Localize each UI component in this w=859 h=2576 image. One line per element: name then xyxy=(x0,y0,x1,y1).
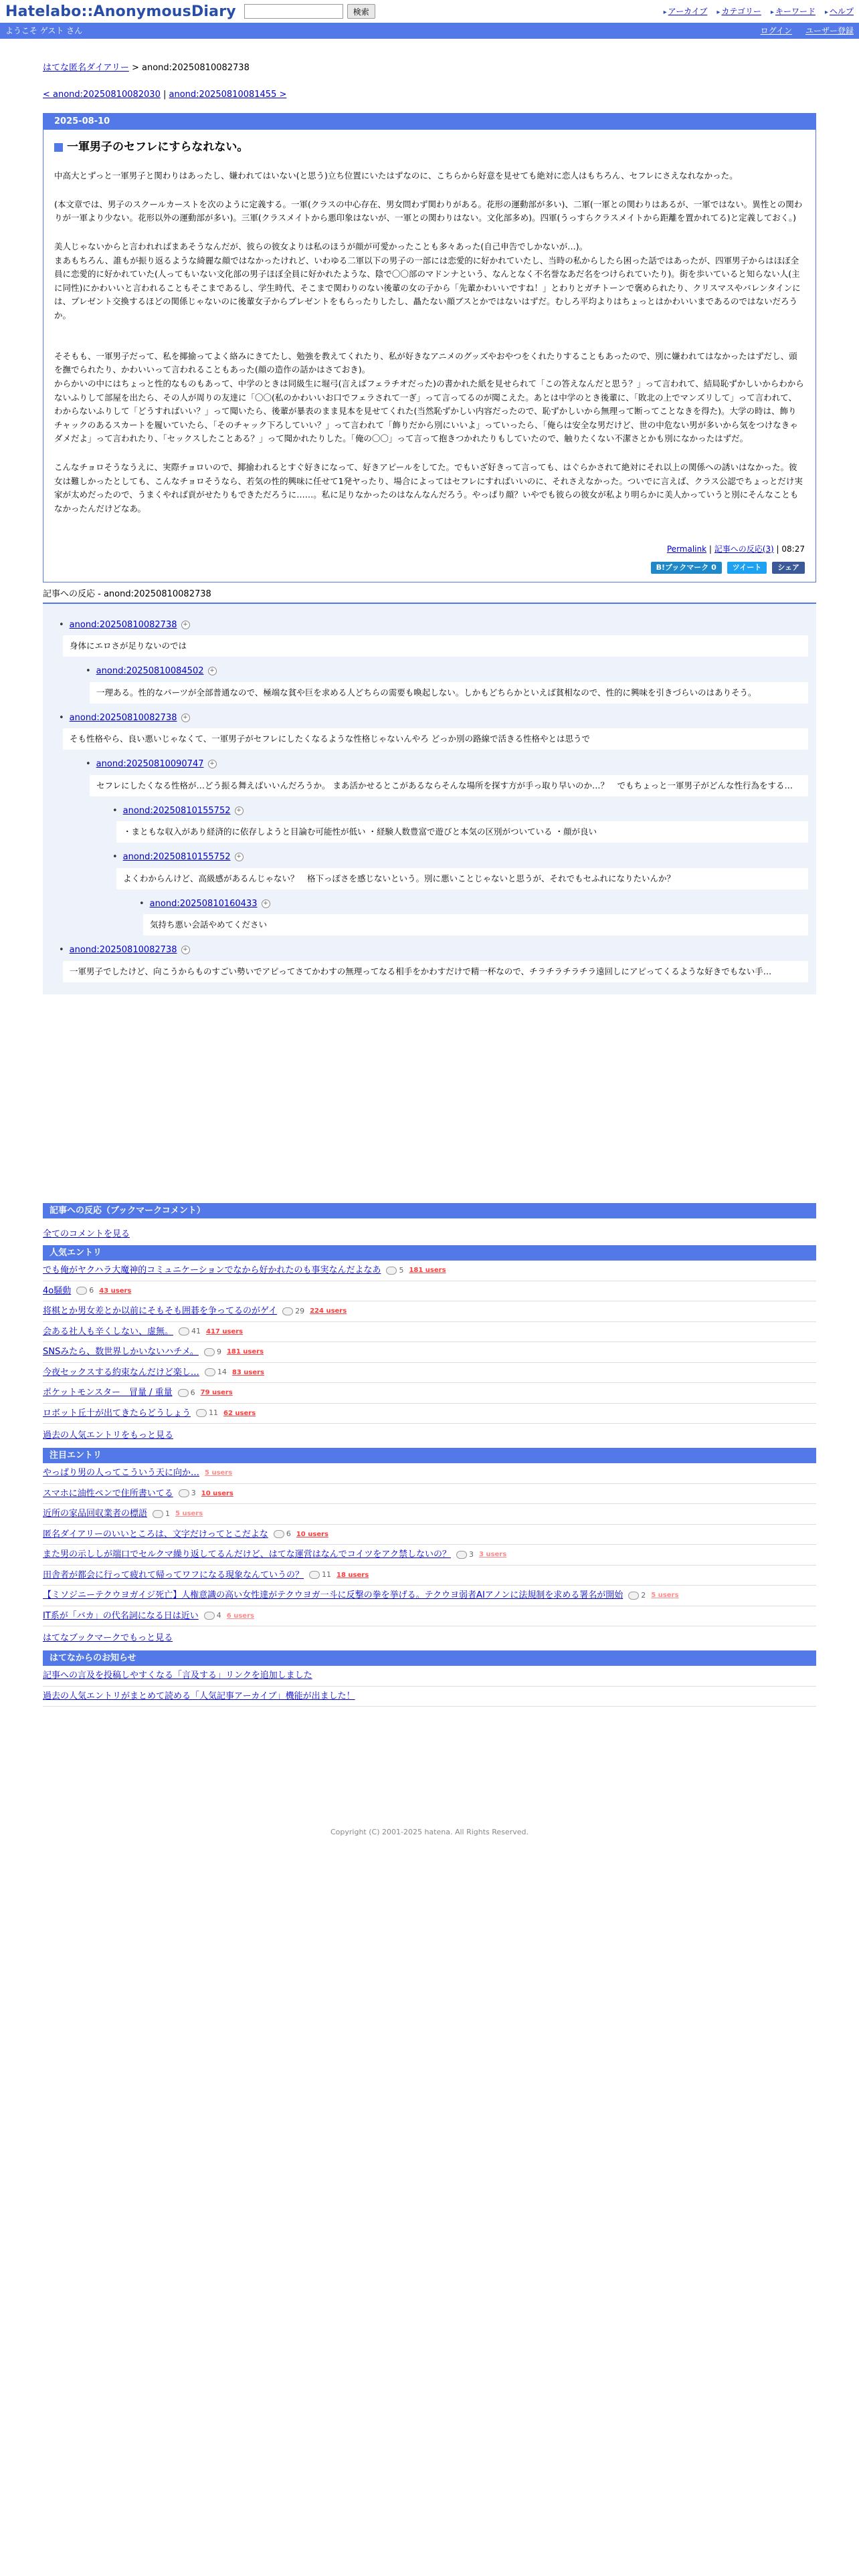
reply-list xyxy=(59,665,816,704)
login-link[interactable]: ログイン xyxy=(760,26,792,35)
entry-list-link[interactable]: ポケットモンスター 冒量 / 重量 xyxy=(43,1388,173,1398)
entry-list-item xyxy=(43,1281,816,1302)
bookmark-users-count[interactable]: 3 users xyxy=(478,1551,507,1559)
entry-list-item xyxy=(43,1504,816,1525)
comment-count xyxy=(282,1306,304,1317)
pager-separator: | xyxy=(160,89,169,100)
entry-list-link[interactable]: 田舎者が都会に行って疲れて帰ってワフになる現象なんていうの？ xyxy=(43,1570,304,1580)
comment-count-value: 3 xyxy=(468,1549,474,1559)
bookmark-users-count[interactable]: 5 users xyxy=(175,1510,203,1518)
reply-list xyxy=(86,804,816,936)
reply-item xyxy=(139,897,816,936)
comment-bubble-icon xyxy=(179,1489,189,1497)
comment-bubble-icon xyxy=(179,1327,189,1335)
comment-bubble-icon xyxy=(153,1510,163,1518)
ad-space xyxy=(43,994,816,1195)
entry-paragraph: 中高大とずっと一軍男子と関わりはあったし、嫌われてはいない(と思う)立ち位置にいたはずなのに、こちらから好意を見せても絶対に恋人はもちろん、セフレにさえなれなかった。 xyxy=(54,171,738,181)
entry-list-link[interactable]: 近所の家品回収業者の標語 xyxy=(43,1509,148,1519)
comment-bubble-icon xyxy=(274,1530,284,1538)
help-link[interactable]: ▸ ヘルプ xyxy=(825,5,854,17)
notable-more-link[interactable]: はてなブックマークでもっと見る xyxy=(43,1633,173,1643)
news-link[interactable]: 記事への言及を投稿しやすくなる「言及する」リンクを追加しました xyxy=(43,1671,312,1681)
notable-entries-heading: 注目エントリ xyxy=(43,1448,816,1464)
comment-bubble-icon xyxy=(196,1409,207,1417)
reply-body: 一軍男子でしたけど、向こうからものすごい勢いでアピってさてかわすの無理ってなる相手をかわすだけで精一杯なので、チラチラチラチラ遠回しにアピってくるような好きでもない手… xyxy=(63,961,808,982)
entry-paragraph: (本文章では、男子のスクールカーストを次のように定義する。一軍(クラスの中心存在、男女問わず関わりがある。花形の運動部が多い)、二軍(一軍との関わりはあるが、一軍ではない。異性との関わりが一軍より少ない。花形以外の運動部が多い)。三軍(クラスメイトから悪印象はないが、一軍との関わりはない。文化部多め)。四軍(うっすらクラスメイトから距離を置かれてる)と定義しておく。) xyxy=(54,199,803,223)
comment-count xyxy=(274,1529,291,1540)
comment-count xyxy=(179,1326,201,1337)
comment-count-value: 14 xyxy=(217,1368,227,1376)
entry-list-item xyxy=(43,1463,816,1484)
entry-time: 08:27 xyxy=(781,544,805,554)
entry-list-link[interactable]: また男の示ししが端口でセルクマ繰り返してるんだけど、はてな運営はなんでコイツをアク禁しないの？ xyxy=(43,1549,451,1560)
reply-body: よくわからんけど、高級感があるんじゃない？ 格下っぽさを感じないという。別に悪いことじゃないと思うが、それでもセふれになりたいんか？ xyxy=(116,868,808,889)
comment-count xyxy=(628,1590,646,1602)
expand-icon[interactable]: + xyxy=(208,667,217,675)
comment-count xyxy=(309,1570,331,1581)
bookmark-users-count[interactable]: 43 users xyxy=(99,1287,132,1295)
breadcrumb-root[interactable]: はてな匿名ダイアリー xyxy=(43,63,129,73)
entry-list-link[interactable]: 将棋とか男女差とか以前にそもそも囲碁を争ってるのがゲイ xyxy=(43,1306,278,1316)
tweet-button[interactable]: ツイート xyxy=(727,562,767,574)
reply-body: ・まともな収入があり経済的に依存しようと目論む可能性が低い ・経験人数豊富で遊びと本気の区別がついている ・顔が良い xyxy=(116,821,808,843)
top-links xyxy=(664,5,854,17)
register-link[interactable]: ユーザー登録 xyxy=(805,26,854,35)
welcome-text: ようこそ ゲスト さん xyxy=(5,26,83,35)
comment-count xyxy=(204,1347,221,1358)
reply-item xyxy=(86,665,816,704)
share-buttons xyxy=(54,562,805,574)
entry-paragraph: こんなチョロそうなうえに、実際チョロいので、揶揄われるとすぐ好きになって、好きアピールをしてた。でもいざ好きって言っても、はぐらかされて絶対にそれ以上の関係への誘いはなかった。彼女は難しかったとしても、こんなチョロそうなら、若気の性的興味に任せて1発ヤったり、場合によってはセフレにすればいいのに、それさえなかった。ついでに言えば、クラス公認でちょっとだけ実家が太めだったので、うまくやれば貢がせたりもできただろうに……。私に足りなかったのはなんなんだろう。やっぱり顔？いやでも彼らの彼女が私より明らかに美人かっていうと別にそんなこともなかったんだけどなあ。 xyxy=(54,462,803,514)
comment-count xyxy=(179,1488,196,1499)
category-link[interactable]: ▸ カテゴリー xyxy=(717,5,761,17)
comment-count-value: 5 xyxy=(399,1265,404,1275)
comment-bubble-icon xyxy=(76,1287,87,1295)
expand-icon[interactable]: + xyxy=(181,946,190,954)
copyright: Copyright (C) 2001-2025 hatena. All Rights Reserved. xyxy=(330,1828,529,1836)
site-logo[interactable]: Hatelabo::AnonymousDiary xyxy=(5,3,236,20)
reactions-heading: 記事への反応 - anond:20250810082738 xyxy=(43,588,816,604)
prev-entry-link[interactable]: < anond:20250810082030 xyxy=(43,89,161,100)
reply-body: 一理ある。性的なパーツが全部普通なので、極端な貧や巨を求める人どちらの需要も喚起しない。しかもどちらかといえば貧相なので、性的に興味を引きづらいのはありそう。 xyxy=(90,682,808,704)
popular-more-link[interactable]: 過去の人気エントリをもっと見る xyxy=(43,1430,174,1440)
entry-list-item xyxy=(43,1342,816,1363)
entry-list-item xyxy=(43,1322,816,1343)
comment-count xyxy=(456,1549,474,1561)
comment-count xyxy=(205,1367,227,1378)
popular-more xyxy=(43,1424,816,1445)
comment-count xyxy=(204,1610,221,1622)
bookmark-users-count[interactable]: 5 users xyxy=(651,1592,679,1600)
bookmark-users-count[interactable]: 417 users xyxy=(206,1327,244,1335)
reply-body: そも性格やら、良い悪いじゃなくて、一軍男子がセフレにしたくなるような性格じゃないんやろ どっか別の路線で活きる性格やとは思うで xyxy=(63,728,808,750)
reply-link[interactable]: • anond:20250810082738 xyxy=(69,945,177,955)
reactions-tree xyxy=(43,604,816,994)
reply-item xyxy=(112,851,816,936)
bookmark-users-count[interactable]: 224 users xyxy=(310,1307,347,1315)
popular-entries-list xyxy=(43,1261,816,1424)
notable-entries-list xyxy=(43,1463,816,1626)
comment-count-value: 6 xyxy=(286,1529,291,1538)
comment-count xyxy=(153,1509,170,1520)
bookmark-users-count[interactable]: 62 users xyxy=(223,1409,256,1417)
comment-count-value: 6 xyxy=(89,1286,94,1295)
breadcrumb xyxy=(43,62,816,75)
comment-bubble-icon xyxy=(282,1307,293,1315)
search-button[interactable]: 検索 xyxy=(347,4,375,19)
comment-count xyxy=(76,1285,94,1297)
reply-list xyxy=(59,758,816,936)
reply-item xyxy=(59,712,816,936)
entry-list-link[interactable]: 4o騒動 xyxy=(43,1285,72,1296)
comment-count-value: 3 xyxy=(191,1489,196,1497)
top-bar xyxy=(0,0,859,23)
expand-icon[interactable]: + xyxy=(235,807,244,815)
breadcrumb-separator: > xyxy=(128,63,142,73)
reply-item xyxy=(86,758,816,936)
main-content xyxy=(43,62,816,1838)
facebook-share-button[interactable]: シェア xyxy=(772,562,805,574)
reply-link[interactable]: • anond:20250810084502 xyxy=(96,666,204,676)
entry-paragraph: からかいの中にはちょっと性的なものもあって、中学のときは同級生に堀弓(言えばフェラチオだった)の書かれた紙を見せられて「この答えなんだと思う？」って言われて、結局恥ずかしいからわからないふりして部屋を出たら、その人が周りの友達に「〇〇(私のかわいいお口でフェラされて一ぎ」って言ってるのが聞こえた。あとは中学のとき後輩に、「敗北の上でマンズリして」って言われて、わからないふりして「どうすればいい？」って聞いたら、後輩が暴表のまま見本を見せてくれた(当然恥ずかしい内容だったので、恥ずかしいから無理って断ってことなきを得た)。大学の時は、飾りチャックのあるスカートを履いていたら、「そのチャック下ろしていい？」って言われて「飾りだから別にいいよ」っていったら、「俺らは安全な男だけど、世の中危ない男が多いから気をつけなきゃダメだよ」って言われたり、「セックスしたことある？」って聞かれたりした。「俺の〇〇」って言って抱きつかれたりもしていたので、触りたくない不潔さとかも別になかったはずだ。 xyxy=(54,378,804,444)
entry-list-item xyxy=(43,1606,816,1627)
bookmark-comments-heading: 記事への反応（ブックマークコメント） xyxy=(43,1203,816,1219)
all-comments xyxy=(43,1228,816,1241)
reply-body: セフレにしたくなる性格が…どう振る舞えばいいんだろうか。 まあ活かせるとこがあるならそんな場所を探す方が手っ取り早いのか…？ でもちょっと一軍男子がどんな性行為をする… xyxy=(90,775,808,796)
entry-title-text: 一軍男子のセフレにすらなれない。 xyxy=(67,140,249,154)
reply-link[interactable]: • anond:20250810082738 xyxy=(69,619,177,630)
comment-bubble-icon xyxy=(456,1551,467,1559)
comment-bubble-icon xyxy=(204,1612,215,1620)
expand-icon[interactable]: + xyxy=(181,621,190,629)
entry-footer: Permalink | 記事への反応(3) | 08:27 xyxy=(666,544,805,554)
comment-count-value: 6 xyxy=(190,1388,195,1397)
entry-list-link[interactable]: 会ある社人も辛くしない、虚無。 xyxy=(43,1326,174,1337)
reply-body: 身体にエロさが足りないのでは xyxy=(63,635,808,657)
entry-list-link[interactable]: でも俺がヤクハラ大魔神的コミュニケーションでなから好かれたのも事実なんだよなあ xyxy=(43,1265,381,1275)
reply-item xyxy=(112,804,816,843)
hatena-bookmark-button[interactable]: B!ブックマーク 0 xyxy=(651,562,722,574)
entry-list-link[interactable]: やっぱり男の人ってこういう天に向か… xyxy=(43,1468,200,1478)
comment-count xyxy=(196,1408,218,1419)
bookmark-users-count[interactable]: 10 users xyxy=(296,1530,328,1538)
entry-title xyxy=(54,139,805,156)
bookmark-users-count[interactable]: 10 users xyxy=(201,1489,233,1497)
entry-list-item xyxy=(43,1301,816,1322)
entry-paragraph: そそもも、一軍男子だって、私を揶揄ってよく絡みにきてたし、勉強を教えてくれたり、私が好きなアニメのグッズやおやつをくれたりすることもあったので、別に嫌われてはなかったはずだし、頭を撫でられたり、かわいいって言われることもあった(顔の造作の話かはさておき)。 xyxy=(54,350,797,375)
expand-icon[interactable]: + xyxy=(181,714,190,722)
all-comments-link[interactable]: 全てのコメントを見る xyxy=(43,1229,130,1239)
entry-list-item xyxy=(43,1484,816,1505)
bookmark-users-count[interactable]: 5 users xyxy=(205,1469,233,1477)
bookmark-users-count[interactable]: 181 users xyxy=(226,1348,264,1356)
comment-count-value: 41 xyxy=(191,1327,201,1335)
bookmark-users-count[interactable]: 6 users xyxy=(226,1612,254,1620)
comment-count xyxy=(178,1388,195,1399)
entry-list-item xyxy=(43,1363,816,1384)
comment-count-value: 11 xyxy=(322,1570,332,1579)
bookmark-users-count[interactable]: 181 users xyxy=(409,1267,446,1275)
entry-list-item xyxy=(43,1404,816,1424)
diary-entry xyxy=(43,113,816,582)
bookmark-users-count[interactable]: 79 users xyxy=(200,1389,233,1397)
reactions-link[interactable]: 記事への反応(3) xyxy=(714,544,774,554)
title-square-icon xyxy=(54,143,63,152)
entry-list-link[interactable]: 【ミソジニーテクウヨガイジ死亡】人権意識の高い女性達がテクウヨガ一斗に反撃の拳を挙げる。テクウヨ弱者AIアノンに法規制を求める署名が開始 xyxy=(43,1590,624,1600)
reply-item xyxy=(59,619,816,704)
entry-list-item xyxy=(43,1383,816,1404)
entry-list-link[interactable]: IT系が「バカ」の代名詞になる日は近い xyxy=(43,1610,199,1621)
comment-bubble-icon xyxy=(386,1267,397,1275)
reply-link[interactable]: • anond:20250810082738 xyxy=(69,712,177,723)
entry-list-link[interactable]: ロボット丘十が出てきたらどうしょう xyxy=(43,1408,191,1418)
reply-link[interactable]: • anond:20250810160433 xyxy=(149,898,258,909)
reply-item xyxy=(59,944,816,982)
entry-list-item xyxy=(43,1261,816,1281)
expand-icon[interactable]: + xyxy=(262,899,270,908)
entry-list-link[interactable]: スマホに油性ペンで住所書いてる xyxy=(43,1488,173,1499)
comment-count xyxy=(386,1265,403,1277)
breadcrumb-current: anond:20250810082738 xyxy=(142,63,250,73)
popular-entries-heading: 人気エントリ xyxy=(43,1245,816,1261)
comment-count-value: 11 xyxy=(209,1408,219,1417)
news-link[interactable]: 過去の人気エントリがまとめて読める「人気記事アーカイブ」機能が出ました！ xyxy=(43,1691,355,1701)
entry-pager xyxy=(43,88,816,102)
keyword-link[interactable]: ▸ キーワード xyxy=(771,5,816,17)
comment-count-value: 2 xyxy=(641,1590,646,1600)
entry-body xyxy=(43,130,816,582)
bookmark-users-count[interactable]: 83 users xyxy=(231,1368,265,1376)
news-heading: はてなからのお知らせ xyxy=(43,1650,816,1667)
reply-link[interactable]: • anond:20250810155752 xyxy=(122,805,231,816)
comment-bubble-icon xyxy=(178,1389,189,1397)
reply-list xyxy=(112,897,816,936)
comment-bubble-icon xyxy=(204,1348,215,1356)
news-list xyxy=(43,1666,816,1707)
expand-icon[interactable]: + xyxy=(235,853,244,861)
permalink[interactable]: Permalink xyxy=(666,544,707,554)
comment-count-value: 4 xyxy=(216,1611,221,1620)
archive-link[interactable]: ▸ アーカイブ xyxy=(664,5,708,17)
news-item xyxy=(43,1666,816,1687)
reply-link[interactable]: • anond:20250810090747 xyxy=(96,759,204,769)
comment-count-value: 29 xyxy=(295,1306,305,1315)
next-entry-link[interactable]: anond:20250810081455 > xyxy=(169,89,287,100)
comment-count-value: 9 xyxy=(216,1347,221,1356)
bookmark-users-count[interactable]: 18 users xyxy=(337,1571,369,1579)
entry-list-item xyxy=(43,1586,816,1606)
comment-count-value: 1 xyxy=(165,1509,171,1518)
reply-body: 気持ち悪い会話やめてください xyxy=(143,914,808,936)
entry-list-item xyxy=(43,1566,816,1586)
search-input[interactable] xyxy=(244,4,343,19)
user-bar xyxy=(0,23,859,39)
entry-list-link[interactable]: 匿名ダイアリーのいいところは、文字だけってとこだよな xyxy=(43,1529,268,1539)
expand-icon[interactable]: + xyxy=(208,760,217,768)
entry-paragraph: 美人じゃないからと言われればまあそうなんだが、彼らの彼女よりは私のほうが顔が可愛かったことも多々あった(自己申告でしかないが…)。 xyxy=(54,241,588,251)
search-form xyxy=(244,4,375,19)
reply-list xyxy=(43,619,816,982)
entry-paragraph: まあもちろん、誰もが振り返るような綺麗な顔ではなかったけれど、いわゆる二軍以下の男子の一部には恋愛的に好かれていたし、当時の私からしたら困った話ではあったが、四軍男子からはほぼ全員に恋愛的に好かれていた(人ってもいない文化部の男子ほぼ全員に好かれたような、陰で〇〇部のマドンナという、なんとなく不名誉なあだ名をつけられていたり)。街を歩いていると知らない人(主に同性)にかわいいと言われることもそこまであるし、学生時代、そこまで関わりのない後輩の女の子から「先輩かわいいですね！」とわりとガチトーンで褒められたり、クリスマスやバレンタインには、プレゼント交換するほどの関係じゃないのに後輩女子からプレゼントをもらったりしたし、贔たない顔ブスとかではないはずだ。むしろ平均よりはちょっとはかわいいまであるのではないだろうか。 xyxy=(54,255,801,320)
entry-list-item xyxy=(43,1545,816,1566)
comment-bubble-icon xyxy=(628,1592,639,1600)
entry-date: 2025-08-10 xyxy=(43,114,816,130)
entry-list-link[interactable]: 今夜セックスする約束なんだけど楽し… xyxy=(43,1367,199,1378)
entry-list-link[interactable]: SNSみたら、数世界しかいないハチメ。 xyxy=(43,1347,199,1357)
reply-link[interactable]: • anond:20250810155752 xyxy=(122,852,231,862)
entry-list-item xyxy=(43,1525,816,1545)
comment-bubble-icon xyxy=(309,1571,320,1579)
comment-bubble-icon xyxy=(205,1368,215,1376)
news-item xyxy=(43,1687,816,1707)
notable-more xyxy=(43,1626,816,1648)
